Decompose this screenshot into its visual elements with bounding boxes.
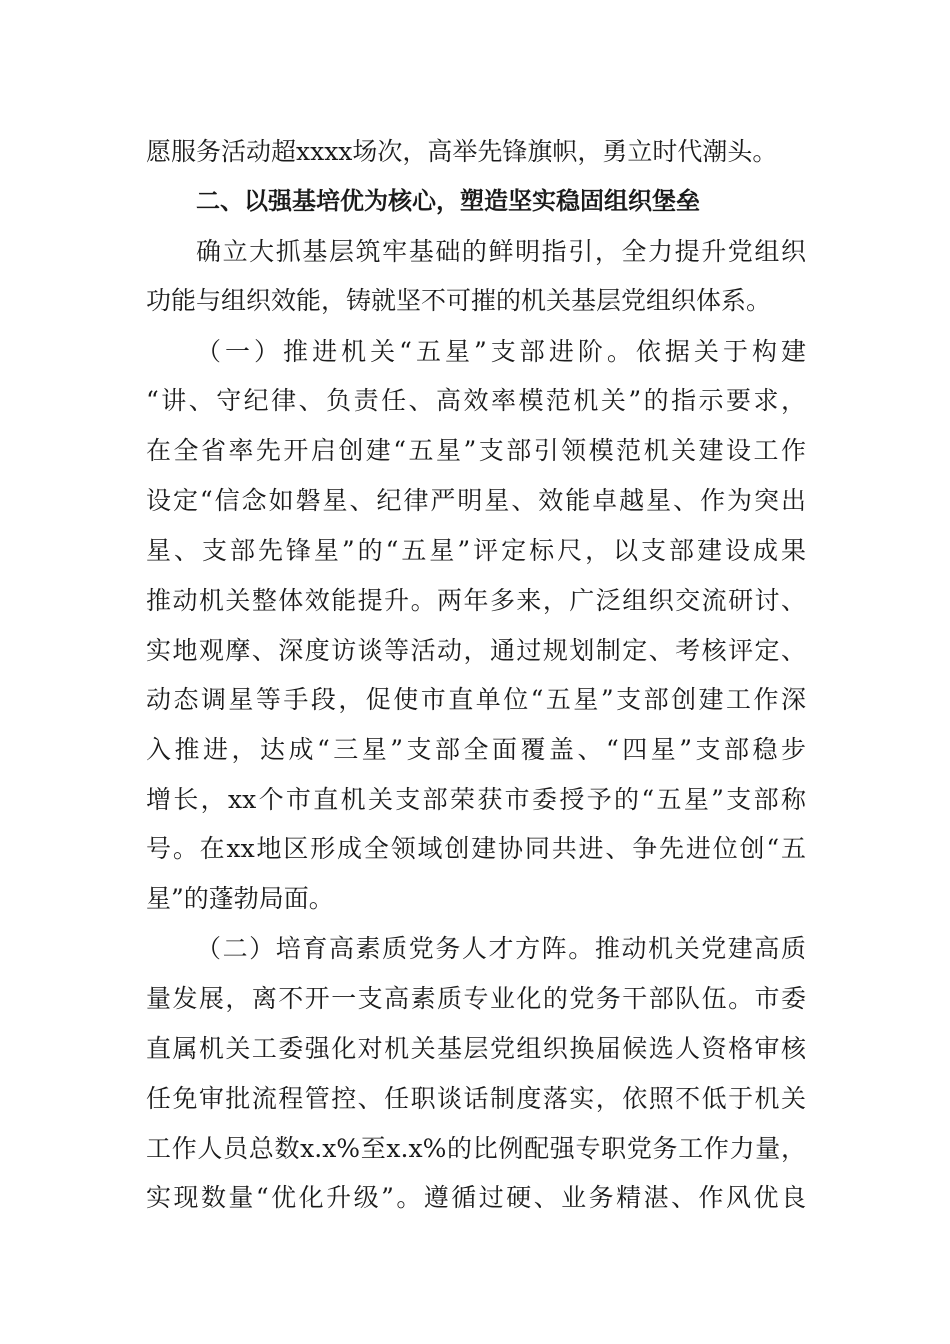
text-line: 星”的蓬勃局面。 [146, 884, 334, 913]
text-line: 工作人员总数x.x%至x.x%的比例配强专职党务工作力量， [146, 1134, 806, 1163]
text-line: 实地观摩、深度访谈等活动，通过规划制定、考核评定、 [146, 636, 806, 665]
text-line: 愿服务活动超xxxx场次，高举先锋旗帜，勇立时代潮头。 [146, 137, 778, 166]
text-line: （一）推进机关“五星”支部进阶。依据关于构建 [196, 337, 806, 366]
text-line: 直属机关工委强化对机关基层党组织换届候选人资格审核 [146, 1034, 806, 1063]
text-line: 动态调星等手段，促使市直单位“五星”支部创建工作深 [146, 685, 806, 714]
text-line: 增长，xx个市直机关支部荣获市委授予的“五星”支部称 [146, 785, 806, 814]
text-line: 在全省率先开启创建“五星”支部引领模范机关建设工作 [146, 436, 806, 465]
text-line: 号。在xx地区形成全领域创建协同共进、争先进位创“五 [146, 834, 806, 863]
text-line: 确立大抓基层筑牢基础的鲜明指引，全力提升党组织 [196, 237, 806, 266]
text-line: 实现数量“优化升级”。遵循过硬、业务精湛、作风优良 [146, 1183, 806, 1212]
text-line: 星、支部先锋星”的“五星”评定标尺，以支部建设成果 [146, 536, 806, 565]
text-line: 入推进，达成“三星”支部全面覆盖、“四星”支部稳步 [146, 735, 806, 764]
text-line: 功能与组织效能，铸就坚不可摧的机关基层党组织体系。 [146, 286, 772, 315]
text-line: “讲、守纪律、负责任、高效率模范机关”的指示要求， [146, 386, 806, 415]
text-line: 任免审批流程管控、任职谈话制度落实，依照不低于机关 [146, 1084, 806, 1113]
text-line: 设定“信念如磐星、纪律严明星、效能卓越星、作为突出 [146, 486, 806, 515]
section-heading: 二、以强基培优为核心，塑造坚实稳固组织堡垒 [196, 187, 700, 215]
text-line: （二）培育高素质党务人才方阵。推动机关党建高质 [196, 934, 806, 963]
text-line: 量发展，离不开一支高素质专业化的党务干部队伍。市委 [146, 984, 806, 1013]
text-line: 推动机关整体效能提升。两年多来，广泛组织交流研讨、 [146, 586, 806, 615]
